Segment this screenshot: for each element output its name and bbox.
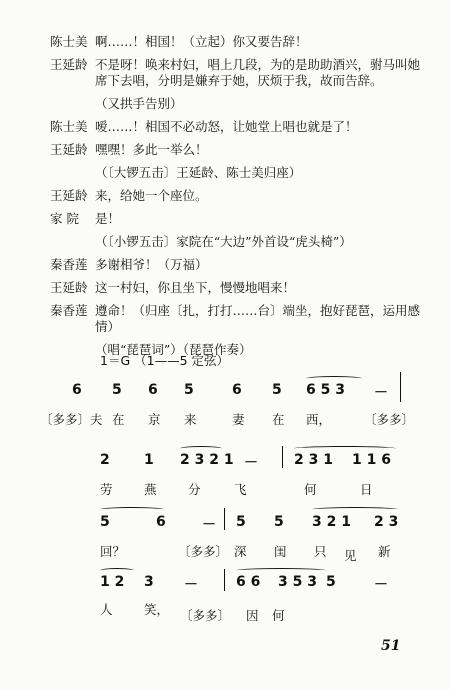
slur-mark — [100, 568, 134, 573]
script-line — [50, 188, 430, 204]
jianpu-score — [40, 374, 420, 634]
note: 5 — [272, 382, 282, 398]
lyric: 飞 — [234, 482, 247, 497]
note: 6 — [232, 382, 242, 398]
script-line — [50, 142, 430, 158]
speaker: 王延龄 — [50, 280, 88, 295]
key-signature: 1＝G （1——5 定弦） — [100, 353, 229, 368]
note: 5 — [326, 574, 336, 590]
note: 1 — [144, 452, 154, 468]
note: 5 — [236, 514, 246, 530]
stage-direction: （又拱手告别） — [95, 96, 183, 111]
slur-mark — [100, 507, 164, 512]
speaker: 陈士美 — [50, 34, 88, 49]
barline — [224, 508, 225, 530]
slur-mark — [312, 507, 398, 512]
note: 2 3 1 — [294, 452, 333, 468]
lyric: 〔多多〕夫 — [40, 412, 103, 427]
speaker: 家 院 — [50, 211, 79, 226]
lyric: 燕 — [144, 482, 157, 497]
lyric: 见 — [344, 548, 357, 563]
lyric: 妻 — [232, 412, 245, 427]
speaker: 秦香莲 — [50, 303, 88, 318]
note: 6 — [148, 382, 158, 398]
speaker: 王延龄 — [50, 142, 88, 157]
lyric: 回？ — [100, 544, 126, 559]
script-line — [50, 280, 430, 296]
note: 5 — [274, 514, 284, 530]
note: － — [374, 577, 388, 593]
dialogue: 是！ — [95, 211, 121, 226]
dialogue: 来，给她一个座位。 — [95, 188, 208, 203]
speaker: 王延龄 — [50, 57, 88, 72]
note: － — [244, 455, 258, 471]
dialogue: 嘿嘿！多此一举么！ — [95, 142, 208, 157]
note: 5 — [184, 382, 194, 398]
lyric: 日 — [360, 482, 373, 497]
note: 3 — [144, 574, 154, 590]
lyric: 何 — [304, 482, 317, 497]
note: 6 6 — [236, 574, 261, 590]
lyric: 西， — [306, 412, 332, 427]
lyric: 深 — [234, 544, 247, 559]
script-line — [50, 165, 430, 181]
barline — [224, 569, 225, 591]
lyric: 〔多多〕 — [364, 412, 415, 427]
note: 3 2 1 — [312, 514, 351, 530]
speaker: 陈士美 — [50, 119, 88, 134]
lyric: 笑， — [144, 602, 170, 617]
speaker: 秦香莲 — [50, 257, 88, 272]
lyric: 闺 — [274, 544, 287, 559]
note: 6 5 3 — [306, 382, 345, 398]
lyric: 人 — [100, 602, 113, 617]
note: 2 3 2 1 — [180, 452, 234, 468]
lyric: 京 — [148, 412, 161, 427]
note: － — [184, 577, 198, 593]
script-line — [50, 119, 430, 135]
script-line — [50, 257, 430, 273]
note: 5 — [100, 514, 110, 530]
lyric: 劳 — [100, 482, 113, 497]
dialogue: 这一村妇，你且坐下，慢慢地唱来！ — [95, 280, 296, 295]
script-line — [50, 303, 430, 335]
note: 6 — [72, 382, 82, 398]
speaker: 王延龄 — [50, 188, 88, 203]
slur-mark — [294, 446, 396, 451]
note: － — [202, 517, 216, 533]
lyric: 〔多多〕 — [178, 544, 229, 559]
barline — [400, 372, 401, 402]
script-line — [50, 96, 430, 112]
dialogue: 啊……！相国！（立起）你又要告辞！ — [95, 34, 308, 49]
slur-mark — [180, 446, 222, 451]
stage-direction: （〔小锣五击〕家院在“大边”外首设“虎头椅”） — [95, 234, 352, 249]
lyric: 〔多多〕 — [180, 608, 231, 623]
page-number: 51 — [381, 638, 401, 654]
script-line — [50, 34, 430, 50]
script-line — [50, 57, 430, 89]
lyric: 因 — [246, 608, 259, 623]
dialogue: 遵命！（归座〔扎，打打……台〕端坐，抱好琵琶，运用感情） — [95, 303, 421, 334]
dialogue: 多谢相爷！（万福） — [95, 257, 208, 272]
lyric: 在 — [112, 412, 125, 427]
lyric: 在 — [272, 412, 285, 427]
note: 1 2 — [100, 574, 125, 590]
note: 1 1 6 — [352, 452, 391, 468]
slur-mark — [236, 568, 326, 573]
stage-direction: （〔大锣五击〕王延龄、陈士美归座） — [95, 165, 302, 180]
stage-direction: （唱“琵琶词”）（琵琶作奏） — [95, 342, 252, 357]
note: 6 — [156, 514, 166, 530]
lyric: 只 — [314, 544, 327, 559]
lyric: 分 — [188, 482, 201, 497]
script-block — [50, 34, 430, 365]
slur-mark — [306, 376, 362, 381]
script-line — [50, 211, 430, 227]
note: － — [374, 385, 388, 401]
barline — [282, 446, 283, 468]
note: 2 3 — [374, 514, 399, 530]
script-line — [50, 234, 430, 250]
dialogue: 不是呀！唤来村妇，唱上几段，为的是助助酒兴，驸马叫她席下去唱，分明是嫌弃于她，厌烦于我，故而告辞。 — [95, 57, 421, 88]
note: 3 5 3 — [278, 574, 317, 590]
note: 5 — [112, 382, 122, 398]
lyric: 新 — [378, 544, 391, 559]
lyric: 来 — [184, 412, 197, 427]
lyric: 何 — [272, 608, 285, 623]
note: 2 — [100, 452, 110, 468]
dialogue: 嗳……！相国不必动怒，让她堂上唱也就是了！ — [95, 119, 358, 134]
